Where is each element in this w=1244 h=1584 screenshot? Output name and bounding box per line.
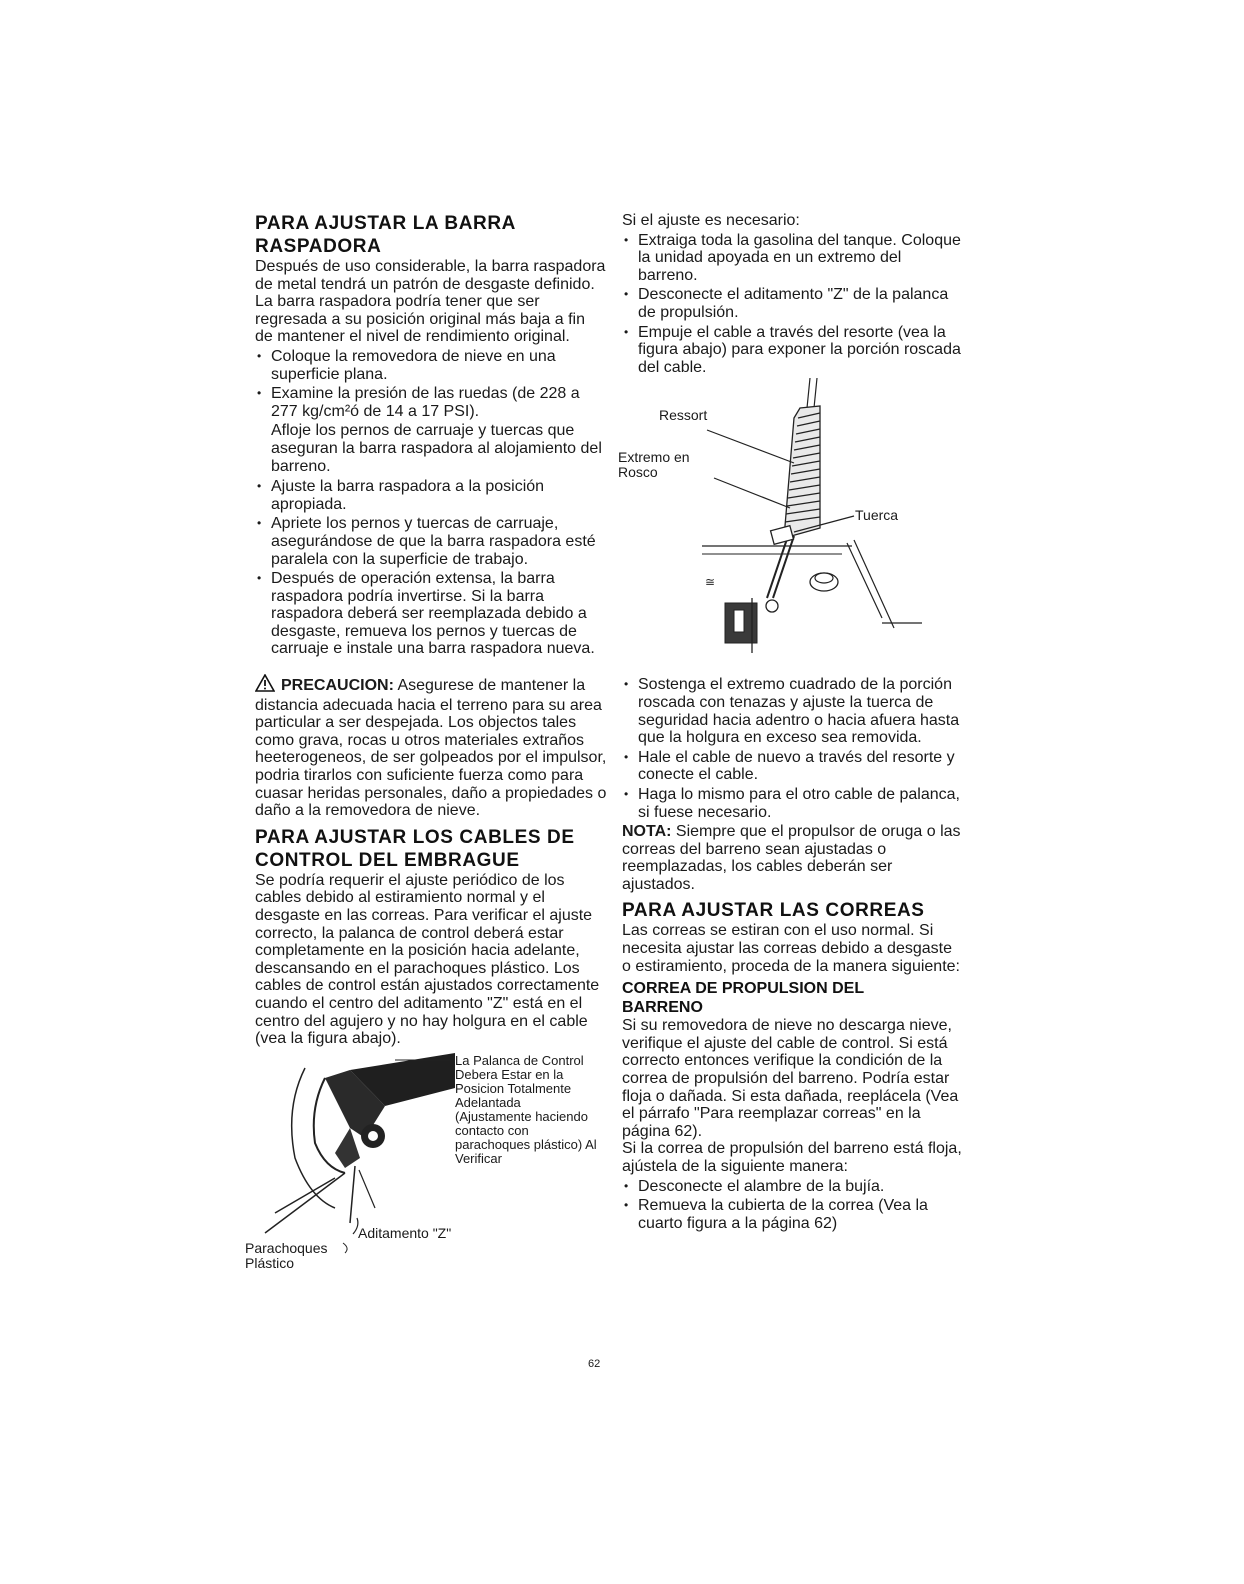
list-item: • Remueva la cubierta de la correa (Vea la cuarto figura a la página 62) <box>622 1197 962 1232</box>
control-lever-figure <box>245 1048 607 1271</box>
figure-caption: La Palanca de Control Debera Estar en la Posicion Totalmente Adelantada (Ajustamente haciendo contacto con parachoques plástico) Al Verificar <box>455 1052 597 1166</box>
list-subparagraph: Afloje los pernos de carruaje y tuercas que aseguran la barra raspadora al alojamiento del barreno. <box>271 422 602 475</box>
warning-triangle-icon <box>255 674 275 697</box>
caution-label: PRECAUCION: <box>281 677 394 695</box>
caution-paragraph <box>255 674 607 820</box>
scraper-intro: Después de uso considerable, la barra raspadora de metal tendrá un patrón de desgaste definido. La barra raspadora podría tener que ser regresada a su posición original más baja a fin de mantener el nivel de rendimiento original. <box>255 258 606 346</box>
page-number: 62 <box>588 1358 601 1370</box>
list-item: • Después de operación extensa, la barra raspadora podría invertirse. Si la barra raspadora deberá ser reemplazada debido a desgaste, remueva los pernos y tuercas de carruaje e instale una barra raspadora nueva. <box>255 570 607 658</box>
svg-text:≅: ≅ <box>705 575 716 590</box>
list-item: • Desconecte el alambre de la bujía. <box>622 1178 962 1196</box>
note-paragraph <box>622 823 962 893</box>
list-item: • Haga lo mismo para el otro cable de palanca, si fuese necesario. <box>622 786 962 821</box>
note-label: NOTA: <box>622 823 672 841</box>
heading-line: RASPADORA <box>255 236 382 257</box>
heading-clutch-cables <box>255 826 607 872</box>
figure-label-threaded-end: Extremo en Rosco <box>618 449 690 481</box>
note-text: Siempre que el propulsor de oruga o las correas del barreno sean ajustadas o reemplazadas, los cables deberán ser ajustados. <box>622 823 961 893</box>
list-item: • Empuje el cable a través del resorte (vea la figura abajo) para exponer la porción roscada del cable. <box>622 324 962 377</box>
heading-line: PARA AJUSTAR LA BARRA <box>255 213 517 234</box>
scraper-steps-continued <box>255 478 607 658</box>
spring-cable-figure <box>618 378 962 678</box>
auger-steps <box>622 1178 962 1233</box>
list-item: • Ajuste la barra raspadora a la posición apropiada. <box>255 478 607 513</box>
left-column <box>245 212 607 1271</box>
heading-belts: PARA AJUSTAR LAS CORREAS <box>622 900 925 922</box>
list-item: • Sostenga el extremo cuadrado de la porción roscada con tenazas y ajuste la tuerca de seguridad hacia adentro o hacia afuera hasta que la holgura en exceso sea removida. <box>622 676 962 746</box>
list-item: • Apriete los pernos y tuercas de carruaje, asegurándose de que la barra raspadora esté paralela con la superficie de trabajo. <box>255 515 607 568</box>
spring-cable-illustration <box>622 378 962 678</box>
list-item: • Hale el cable de nuevo a través del resorte y conecte el cable. <box>622 749 962 784</box>
caution-text: Asegurese de mantener la distancia adecuada hacia el terreno para su area particular a ser despejada. Los objectos tales como grava, rocas u otros materiales extraños heeterogeneos, de ser golpeados por el impulsor, podria tirarlos con suficiente fuerza como para cuasar heridas personales, daño a propiedades o daño a la removedora de nieve. <box>255 677 607 820</box>
adjust-intro: Si el ajuste es necesario: <box>622 212 800 229</box>
figure-label-nut: Tuerca <box>855 507 899 524</box>
adjust-steps <box>622 232 962 377</box>
subheading-auger-belt <box>622 979 962 1017</box>
figure-label-bumper: Parachoques Plástico <box>245 1239 328 1271</box>
subheading-line: CORREA DE PROPULSION DEL <box>622 980 865 998</box>
list-item: • Coloque la removedora de nieve en una superficie plana. <box>255 348 607 383</box>
belts-paragraph: Las correas se estiran con el uso normal. Si necesita ajustar las correas debido a desgaste o estiramiento, proceda de la manera siguiente: <box>622 922 960 975</box>
auger-paragraph-1: Si su removedora de nieve no descarga nieve, verifique el ajuste del cable de control. Si está correcto entonces verifique la condición de la correa de propulsión del barreno. Podría estar floja o dañada. Si esta dañada, reeplácela (Vea el párrafo "Para reemplazar correas" en la página 62). <box>622 1017 959 1140</box>
adjust-steps-continued <box>622 676 962 821</box>
list-item: • Examine la presión de las ruedas (de 228 a 277 kg/cm²ó de 14 a 17 PSI). <box>255 385 607 420</box>
scraper-steps <box>255 348 607 420</box>
heading-line: PARA AJUSTAR LOS CABLES DE <box>255 826 575 848</box>
figure-label-spring: Ressort <box>659 407 708 424</box>
list-item: • Desconecte el aditamento "Z" de la palanca de propulsión. <box>622 286 962 321</box>
auger-paragraph-2: Si la correa de propulsión del barreno está floja, ajústela de la siguiente manera: <box>622 1140 962 1175</box>
list-item: • Extraiga toda la gasolina del tanque. Coloque la unidad apoyada en un extremo del barreno. <box>622 232 962 285</box>
right-column <box>618 212 962 1234</box>
heading-scraper-bar <box>255 212 607 258</box>
cables-paragraph: Se podría requerir el ajuste periódico de los cables debido al estiramiento normal y el desgaste en las correas. Para verificar el ajuste correcto, la palanca de control deberá estar completamente en la posición hacia adelante, descansando en el parachoques plástico. Los cables de control están ajustados correctamente cuando el centro del aditamento "Z" está en el centro del agujero y no hay holgura en el cable (vea la figura abajo). <box>255 871 600 1048</box>
figure-label-z-fitting: Aditamento "Z" <box>358 1224 452 1241</box>
subheading-line: BARRENO <box>622 999 703 1017</box>
heading-line: CONTROL DEL EMBRAGUE <box>255 849 520 871</box>
